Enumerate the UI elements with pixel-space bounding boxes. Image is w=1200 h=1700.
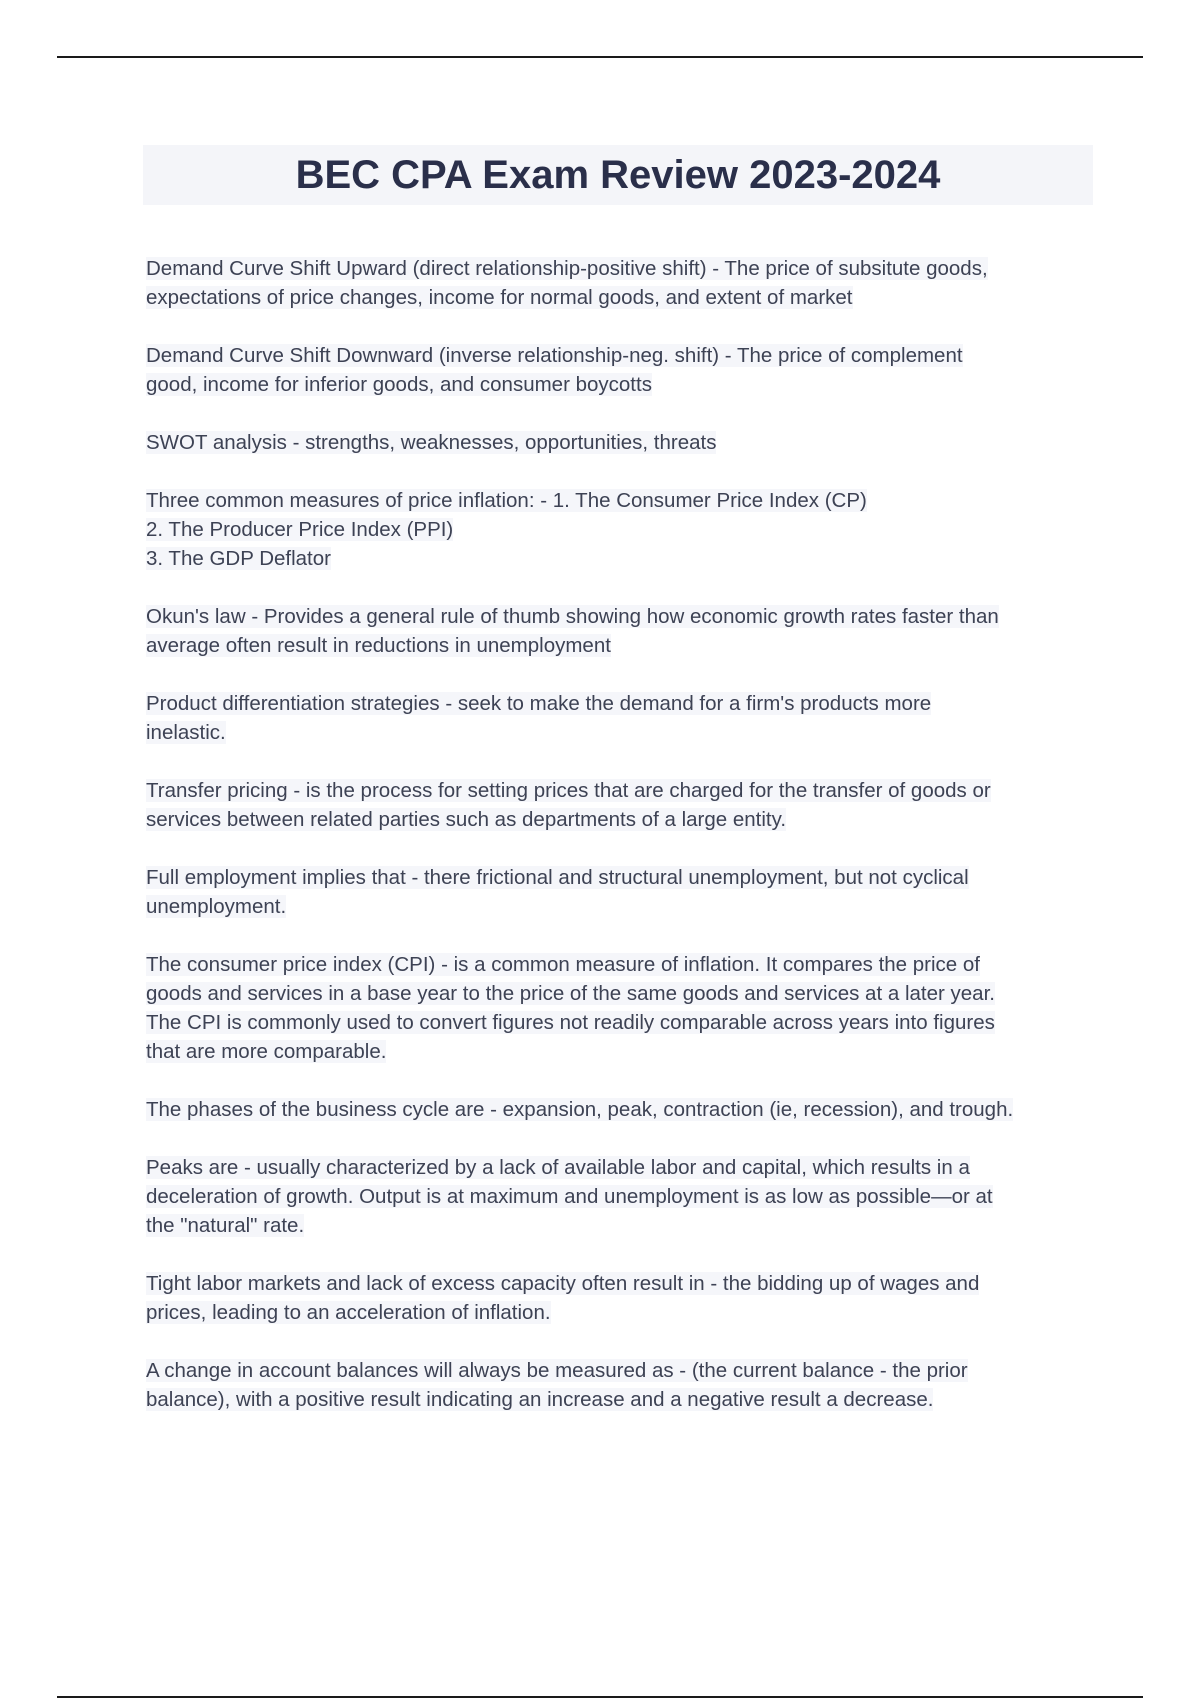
flashcard-entry xyxy=(146,863,1086,921)
flashcard-list xyxy=(146,254,1086,1443)
entry-line xyxy=(146,370,1086,399)
entry-line xyxy=(146,1182,1086,1211)
entry-line-text: deceleration of growth. Output is at maximum and unemployment is as low as possible—or at xyxy=(146,1185,993,1208)
entry-line-text: expectations of price changes, income for normal goods, and extent of market xyxy=(146,286,853,309)
entry-line xyxy=(146,1356,1086,1385)
flashcard-entry xyxy=(146,776,1086,834)
entry-line-text: Full employment implies that - there frictional and structural unemployment, but not cyclical xyxy=(146,866,969,889)
entry-line xyxy=(146,341,1086,370)
flashcard-entry xyxy=(146,1356,1086,1414)
entry-line-text: services between related parties such as departments of a large entity. xyxy=(146,808,787,831)
entry-line xyxy=(146,776,1086,805)
entry-line xyxy=(146,1008,1086,1037)
flashcard-entry xyxy=(146,428,1086,457)
entry-line xyxy=(146,1095,1086,1124)
title-banner xyxy=(143,145,1093,205)
entry-line xyxy=(146,486,1086,515)
entry-line-text: prices, leading to an acceleration of inflation. xyxy=(146,1301,551,1324)
flashcard-entry xyxy=(146,689,1086,747)
entry-line-text: inelastic. xyxy=(146,721,226,744)
entry-line xyxy=(146,602,1086,631)
entry-line-text: Okun's law - Provides a general rule of thumb showing how economic growth rates faster than xyxy=(146,605,999,628)
entry-line-text: Tight labor markets and lack of excess capacity often result in - the bidding up of wages and xyxy=(146,1272,980,1295)
entry-line-text: 2. The Producer Price Index (PPI) xyxy=(146,518,454,541)
flashcard-entry xyxy=(146,950,1086,1066)
entry-line xyxy=(146,1211,1086,1240)
entry-line xyxy=(146,950,1086,979)
bottom-divider xyxy=(57,1696,1143,1698)
entry-line-text: The CPI is commonly used to convert figures not readily comparable across years into figures xyxy=(146,1011,995,1034)
entry-line xyxy=(146,254,1086,283)
entry-line xyxy=(146,544,1086,573)
entry-line-text: 3. The GDP Deflator xyxy=(146,547,331,570)
document-title: BEC CPA Exam Review 2023-2024 xyxy=(295,152,941,197)
entry-line-text: Demand Curve Shift Upward (direct relationship-positive shift) - The price of subsitute goods, xyxy=(146,257,988,280)
flashcard-entry xyxy=(146,341,1086,399)
entry-line xyxy=(146,979,1086,1008)
entry-line xyxy=(146,805,1086,834)
entry-line xyxy=(146,863,1086,892)
entry-line-text: The phases of the business cycle are - expansion, peak, contraction (ie, recession), and trough. xyxy=(146,1098,1014,1121)
entry-line-text: unemployment. xyxy=(146,895,287,918)
entry-line-text: Three common measures of price inflation: - 1. The Consumer Price Index (CP) xyxy=(146,489,867,512)
flashcard-entry xyxy=(146,602,1086,660)
entry-line xyxy=(146,1153,1086,1182)
flashcard-entry xyxy=(146,1153,1086,1240)
entry-line xyxy=(146,1385,1086,1414)
entry-line xyxy=(146,1298,1086,1327)
entry-line-text: the "natural" rate. xyxy=(146,1214,305,1237)
flashcard-entry xyxy=(146,486,1086,573)
entry-line-text: SWOT analysis - strengths, weaknesses, opportunities, threats xyxy=(146,431,717,454)
entry-line xyxy=(146,428,1086,457)
entry-line xyxy=(146,892,1086,921)
entry-line-text: that are more comparable. xyxy=(146,1040,387,1063)
entry-line xyxy=(146,631,1086,660)
entry-line-text: Demand Curve Shift Downward (inverse relationship-neg. shift) - The price of complement xyxy=(146,344,963,367)
entry-line xyxy=(146,718,1086,747)
top-divider xyxy=(57,56,1143,58)
entry-line xyxy=(146,283,1086,312)
flashcard-entry xyxy=(146,254,1086,312)
entry-line xyxy=(146,689,1086,718)
entry-line-text: goods and services in a base year to the price of the same goods and services at a later year. xyxy=(146,982,995,1005)
entry-line-text: Product differentiation strategies - seek to make the demand for a firm's products more xyxy=(146,692,932,715)
flashcard-entry xyxy=(146,1269,1086,1327)
entry-line-text: A change in account balances will always be measured as - (the current balance - the prior xyxy=(146,1359,968,1382)
entry-line-text: good, income for inferior goods, and consumer boycotts xyxy=(146,373,652,396)
entry-line-text: Transfer pricing - is the process for setting prices that are charged for the transfer of goods or xyxy=(146,779,991,802)
entry-line xyxy=(146,1037,1086,1066)
entry-line xyxy=(146,515,1086,544)
entry-line xyxy=(146,1269,1086,1298)
entry-line-text: average often result in reductions in unemployment xyxy=(146,634,611,657)
flashcard-entry xyxy=(146,1095,1086,1124)
entry-line-text: Peaks are - usually characterized by a lack of available labor and capital, which results in a xyxy=(146,1156,970,1179)
entry-line-text: balance), with a positive result indicating an increase and a negative result a decrease. xyxy=(146,1388,934,1411)
entry-line-text: The consumer price index (CPI) - is a common measure of inflation. It compares the price of xyxy=(146,953,981,976)
